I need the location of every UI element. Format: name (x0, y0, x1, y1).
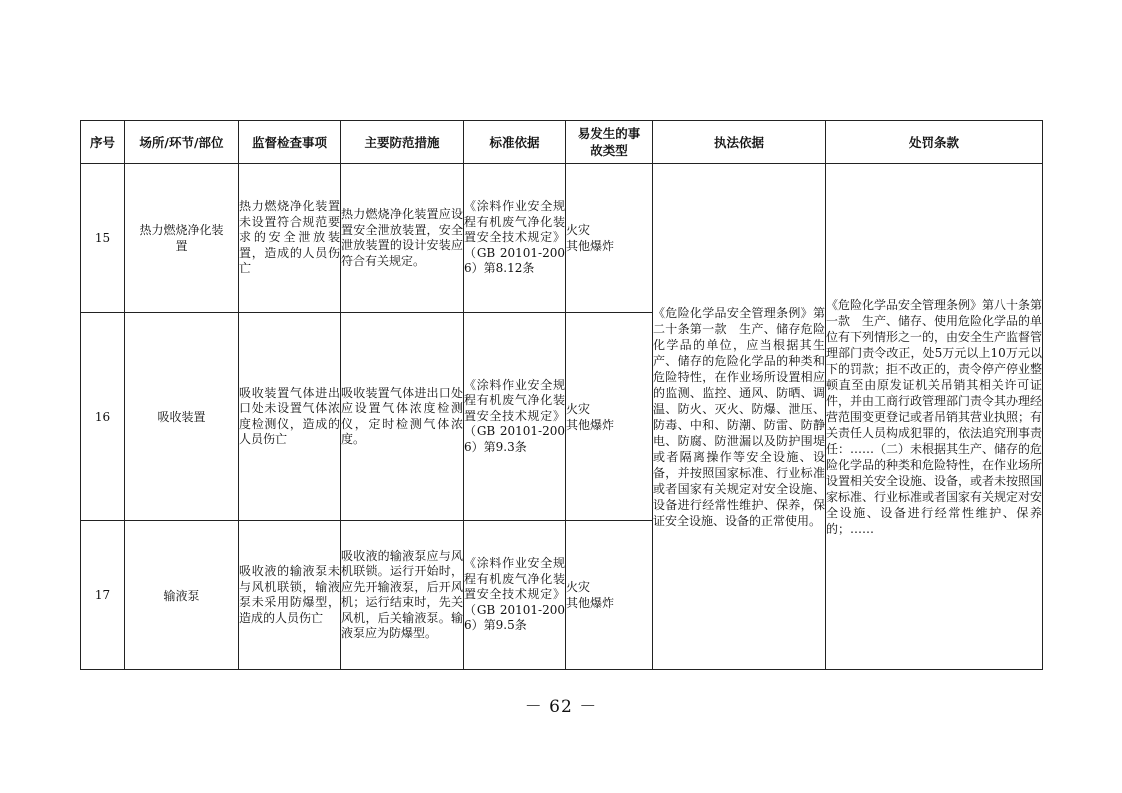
row-standard: 《涂料作业安全规程有机废气净化装置安全技术规定》（GB 20101-2006）第8.12条 (464, 164, 566, 313)
row-accident-type: 火灾 其他爆炸 (566, 313, 653, 521)
page-number: － 62 － (524, 697, 598, 717)
row-measures: 吸收液的输液泵应与风机联锁。运行开始时，应先开输液泵，后开风机；运行结束时，先关风机，后关输液泵。输液泵应为防爆型。 (341, 521, 464, 670)
row-seq: 16 (81, 313, 125, 521)
table-header-row (81, 121, 1043, 164)
row-standard: 《涂料作业安全规程有机废气净化装置安全技术规定》（GB 20101-2006）第9.5条 (464, 521, 566, 670)
penalty-cell: 《危险化学品安全管理条例》第八十条第一款 生产、储存、使用危险化学品的单位有下列情形之一的，由安全生产监督管理部门责令改正，处5万元以上10万元以下的罚款；拒不改正的，责令停产停业整顿直至由原发证机关吊销其相关许可证件，并由工商行政管理部门责令其办理经营范围变更登记或者吊销其营业执照；有关责任人员构成犯罪的，依法追究刑事责任：……（二）未根据其生产、储存的危险化学品的种类和危险特性，在作业场所设置相关安全设施、设备，或者未按照国家标准、行业标准或者国家有关规定对安全设施、设备进行经常性维护、保养的；…… (826, 164, 1043, 670)
enforcement-basis-cell: 《危险化学品安全管理条例》第二十条第一款 生产、储存危险化学品的单位，应当根据其生产、储存的危险化学品的种类和危险特性，在作业场所设置相应的监测、监控、通风、防晒、调温、防火、灭火、防爆、泄压、防毒、中和、防潮、防雷、防静电、防腐、防泄漏以及防护围堤或者隔离操作等安全设施、设备，并按照国家标准、行业标准或者国家有关规定对安全设施、设备进行经常性维护、保养，保证安全设施、设备的正常使用。 (653, 164, 826, 670)
row-inspection: 吸收装置气体进出口处未设置气体浓度检测仪，造成的人员伤亡 (239, 313, 341, 521)
row-location: 热力燃烧净化装 置 (125, 164, 239, 313)
header-standard: 标准依据 (464, 121, 566, 164)
inspection-table (80, 120, 1043, 670)
row-seq: 17 (81, 521, 125, 670)
header-enforcement-basis: 执法依据 (653, 121, 826, 164)
row-location: 输液泵 (125, 521, 239, 670)
row-accident-type: 火灾 其他爆炸 (566, 521, 653, 670)
header-measures: 主要防范措施 (341, 121, 464, 164)
row-measures: 热力燃烧净化装置应设置安全泄放装置，安全泄放装置的设计安装应符合有关规定。 (341, 164, 464, 313)
row-accident-type: 火灾 其他爆炸 (566, 164, 653, 313)
row-location: 吸收装置 (125, 313, 239, 521)
header-location: 场所/环节/部位 (125, 121, 239, 164)
row-inspection: 热力燃烧净化装置未设置符合规范要求的安全泄放装置，造成的人员伤亡 (239, 164, 341, 313)
row-inspection: 吸收液的输液泵未与风机联锁，输液泵未采用防爆型，造成的人员伤亡 (239, 521, 341, 670)
row-seq: 15 (81, 164, 125, 313)
header-penalty: 处罚条款 (826, 121, 1043, 164)
header-accident-type: 易发生的事 故类型 (566, 121, 653, 164)
header-inspection: 监督检查事项 (239, 121, 341, 164)
row-standard: 《涂料作业安全规程有机废气净化装置安全技术规定》（GB 20101-2006）第9.3条 (464, 313, 566, 521)
table-row (81, 164, 1043, 313)
row-measures: 吸收装置气体进出口处应设置气体浓度检测仪，定时检测气体浓度。 (341, 313, 464, 521)
header-seq: 序号 (81, 121, 125, 164)
